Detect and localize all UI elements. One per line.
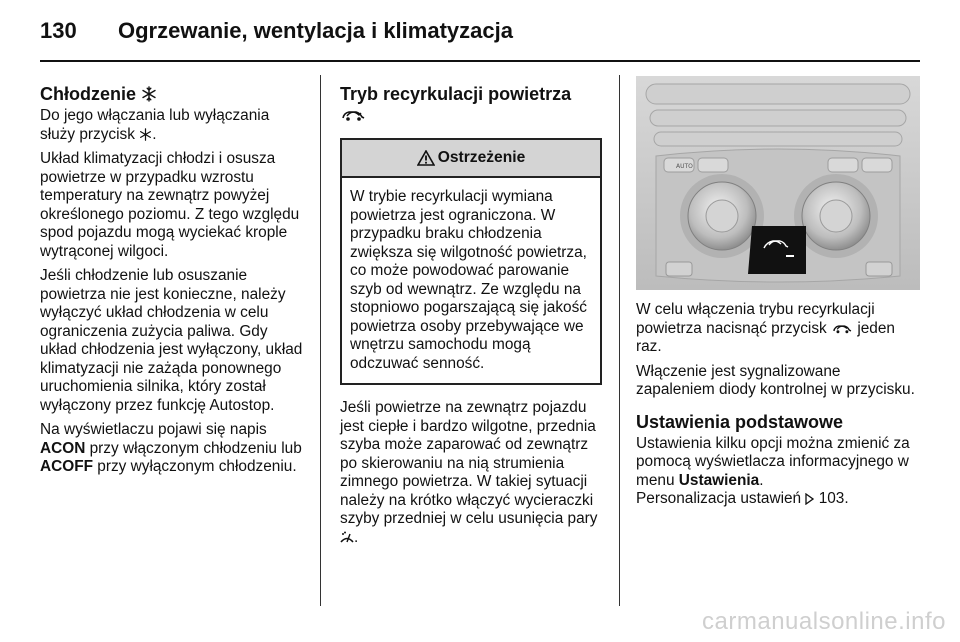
cooling-paragraph-2: Układ klimatyzacji chłodzi i osusza powietrze w przypadku wzrostu temperatury na zewnątrz powyżej określonego poziomu. Z tego względu spod pojazdu mogą wyciekać krople wytrąconej wilgoci. [40,150,300,260]
section-heading-basic-settings: Ustawienia podstawowe [636,411,844,432]
acon-label: ACON [40,439,86,457]
recirculation-button-highlight [748,226,806,274]
acoff-label: ACOFF [40,458,94,475]
section-heading-cooling: Chłodzenie [40,84,308,105]
personalization-reference: Personalizacja ustawień 103. [636,490,849,507]
warning-body [342,178,600,383]
column-1 [40,84,308,483]
windshield-washer-icon [340,531,354,544]
header-rule [40,60,920,62]
warning-box [340,138,602,385]
watermark: carmanualsonline.info [702,608,946,635]
column-3 [636,301,920,515]
panel-auto-label: AUTO [676,163,693,170]
column-divider-1 [320,75,321,606]
cooling-paragraph-4: Na wyświetlaczu pojawi się napis ACON przy włączonym chłodzeniu lub ACOFF przy wyłączonym chłodzeniu. [40,421,302,475]
climate-panel-illustration [636,76,920,290]
page-title: Ogrzewanie, wentylacja i klimatyzacja [118,18,513,43]
cooling-paragraph-1: Do jego włączania lub wyłączania służy przycisk . [40,107,270,143]
page-header [40,12,920,50]
recirculation-instruction: W celu włączenia trybu recyrkulacji powietrza nacisnąć przycisk jeden raz. [636,301,895,355]
recirculation-car-icon [831,322,853,335]
page-reference-link[interactable]: 103 [818,490,845,507]
warning-header: Ostrzeżenie [342,140,600,178]
section-heading-recirculation: Tryb recyrkulacji powietrza [340,84,602,126]
snowflake-icon [139,128,152,141]
climate-panel-photo [636,76,920,290]
settings-paragraph: Ustawienia kilku opcji można zmienić za pomocą wyświetlacza informacyjnego w menu Ustawienia. [636,434,910,489]
column-divider-2 [619,75,620,606]
settings-menu-label: Ustawienia [678,471,760,489]
column-2 [340,84,602,553]
warning-text: W trybie recyrkulacji wymiana powietrza jest ograniczona. W przypadku braku chłodzenia zwiększa się wilgotność powietrza, co może powodować parowanie szyb od wewnątrz. Ze względu na stopniowo pogarszającą się jakość powietrza osoby przebywające we wnętrzu samochodu mogą odczuwać senność. [350,188,587,372]
warning-triangle-icon [417,150,435,166]
recirculation-car-icon [340,107,366,123]
cooling-paragraph-3: Jeśli chłodzenie lub osuszanie powietrza nie jest konieczne, należy wyłączyć układ chłodzenia w celu ograniczenia zużycia paliwa. Gdy układ chłodzenia jest wyłączony, układ klimatyzacji nie zażąda ponownego uruchomienia silnika, który został wyłączony przez funkcję Autostop. [40,267,303,414]
indicator-paragraph: Włączenie jest sygnalizowane zapaleniem diody kontrolnej w przycisku. [636,362,915,398]
snowflake-icon [141,86,157,102]
page-number: 130 [40,18,77,43]
recirculation-paragraph-1: Jeśli powietrze na zewnątrz pojazdu jest ciepłe i bardzo wilgotne, przednia szyba może zaparować od zewnątrz po skierowaniu na nią strumienia zimnego powietrza. W takiej sytuacji należy na krótko włączyć wycieraczki szyby przedniej w celu usunięcia pary . [340,399,598,546]
page-reference-triangle-icon[interactable] [805,493,814,505]
